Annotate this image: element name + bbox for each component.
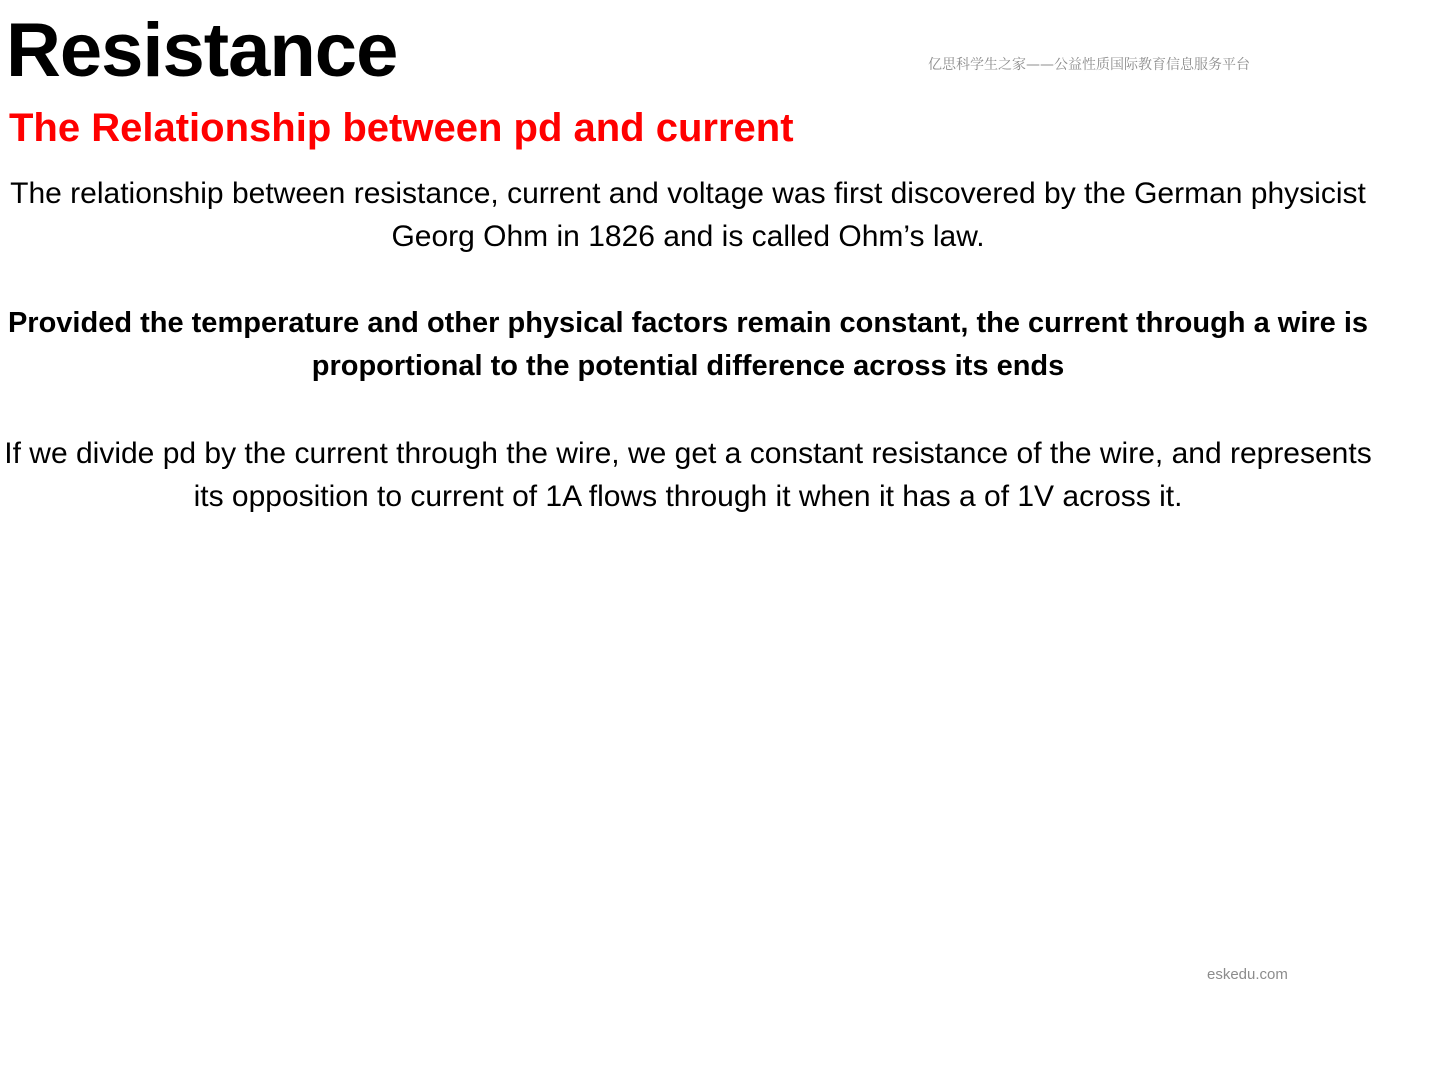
watermark-top: 亿思科学生之家——公益性质国际教育信息服务平台 xyxy=(928,57,1250,73)
paragraph-ohms-law-statement: Provided the temperature and other physical factors remain constant, the current through a wire is proportional to the potential difference across its ends xyxy=(7,307,1369,382)
slide-subtitle: The Relationship between pd and current xyxy=(9,106,794,150)
watermark-bottom: eskedu.com xyxy=(1207,966,1288,983)
paragraph-ohms-law-history: The relationship between resistance, current and voltage was first discovered by the German physicist Georg Ohm in 1826 and is called Ohm’s law. xyxy=(10,177,1366,253)
slide-title: Resistance xyxy=(6,8,398,93)
paragraph-resistance-definition: If we divide pd by the current through the wire, we get a constant resistance of the wire, and represents its opposition to current of 1A flows through it when it has a of 1V across it. xyxy=(4,437,1372,513)
